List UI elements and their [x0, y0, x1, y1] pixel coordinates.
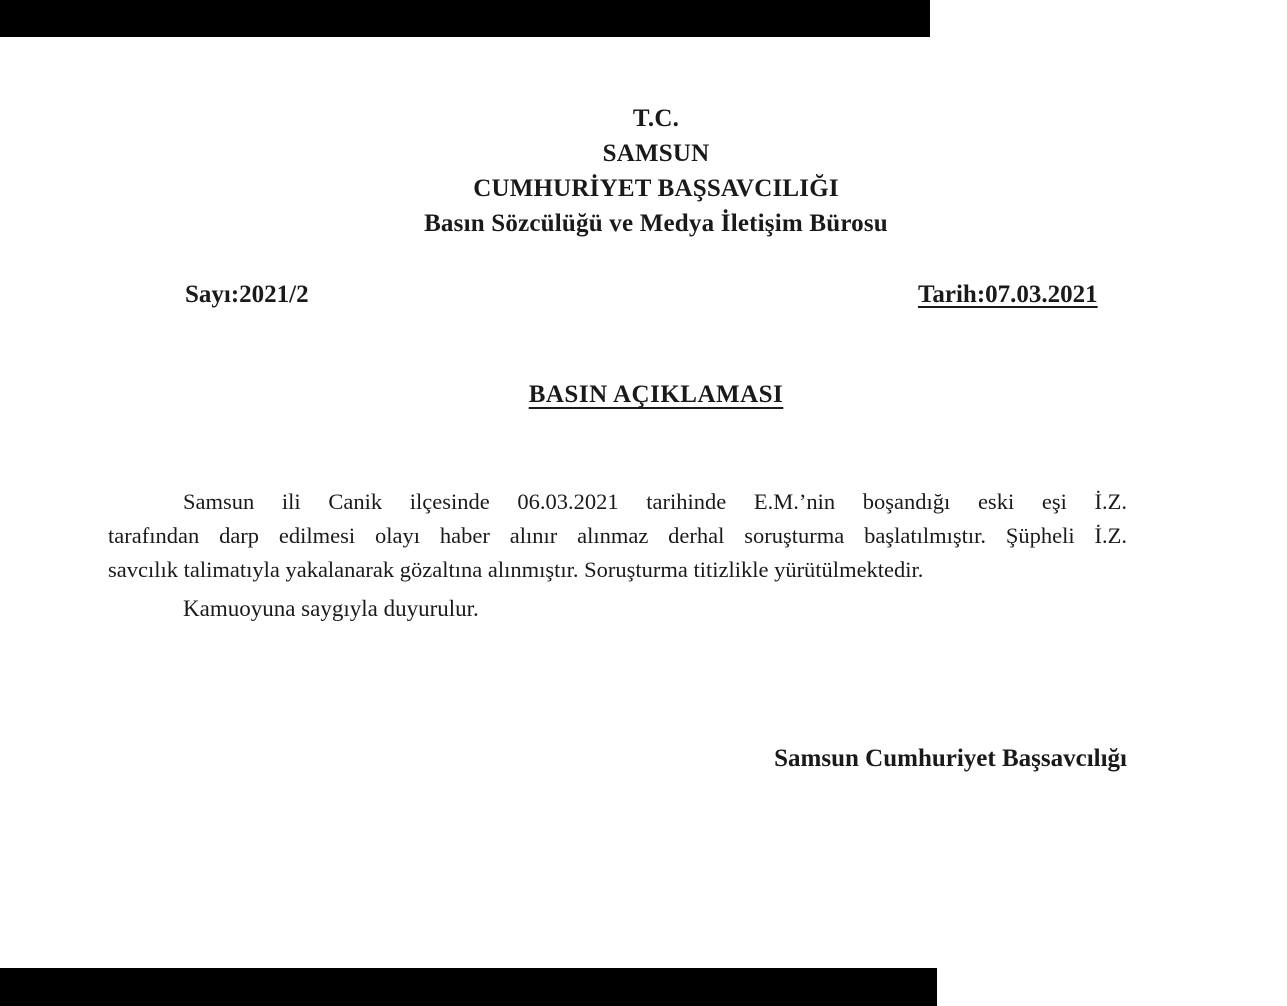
- document-title: [185, 381, 1127, 409]
- body-line-2: tarafından darp edilmesi olayı haber alınır alınmaz derhal soruşturma başlatılmıştır. Şüpheli İ.Z.: [108, 523, 1127, 548]
- body-line-3: savcılık talimatıyla yakalanarak gözaltına alınmıştır. Soruşturma titizlikle yürütülmektedir.: [108, 557, 924, 582]
- letterhead-tc: T.C.: [632, 105, 680, 132]
- letterhead-office: CUMHURİYET BAŞSAVCILIĞI: [473, 175, 839, 202]
- body-line-1: Samsun ili Canik ilçesinde 06.03.2021 tarihinde E.M.’nin boşandığı eski eşi İ.Z.: [183, 489, 1127, 514]
- letterhead-city: SAMSUN: [602, 140, 710, 167]
- body-paragraph: [108, 485, 1127, 587]
- document-number: Sayı:2021/2: [185, 281, 309, 308]
- document-date: Tarih:07.03.2021: [918, 281, 1098, 308]
- closing-line: Kamuoyuna saygıyla duyurulur.: [183, 596, 479, 621]
- signature-line: Samsun Cumhuriyet Başsavcılığı: [774, 745, 1127, 772]
- document-title-text: BASIN AÇIKLAMASI: [528, 381, 784, 408]
- bottom-black-bar: [0, 968, 937, 1006]
- top-black-bar: [0, 0, 930, 37]
- letterhead-bureau: Basın Sözcülüğü ve Medya İletişim Bürosu: [424, 210, 888, 237]
- letterhead: [185, 101, 1127, 241]
